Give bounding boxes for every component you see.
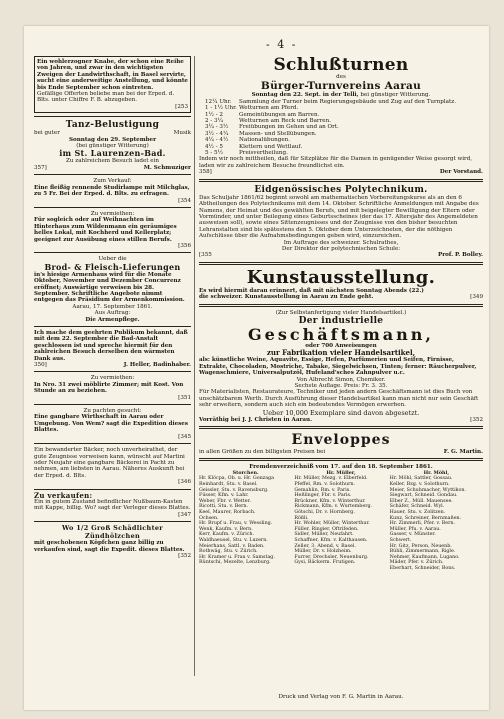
ad-book (199, 310, 483, 423)
schedule-time: 1½ - 2 (205, 111, 223, 118)
ad-envelopes-title: Enveloppes (291, 432, 391, 449)
ad-gymnastics-sig: Der Vorstand. (439, 169, 483, 176)
guest-list-entry: Gysi, Bäckerm. Frutigen. (294, 560, 356, 566)
schedule-time: 3½ - 4¼ (205, 130, 229, 137)
guest-list-entry: Reinhardt, Stu. v. Basel. (199, 482, 258, 488)
ad-sale-cabinet-num: [347 (178, 511, 191, 518)
ad-job-seeker (34, 56, 191, 113)
guest-list-entry: Furrer, Drechsler, Neuenburg. (294, 554, 369, 560)
ad-bread-meat-pre: Ueber die (98, 256, 127, 263)
guest-list-entry: Hauer, Stu. v. Zolitzen. (389, 510, 446, 515)
guest-list-entry: Gasser, v. Münster. (389, 532, 436, 538)
schedule-time: 1 - 1½ Uhr. (205, 105, 237, 112)
guest-list-entry: Rothwäg, Stu. v. Zürich. (199, 549, 258, 555)
ad-book-num: [352 (470, 416, 483, 423)
guest-list-col3-head: Hr. Möhl, (423, 469, 450, 476)
ad-rent-furnished-num: [351 (178, 394, 191, 401)
guest-list-entry: Müller, Pfu. v. Aarau. (389, 526, 441, 532)
guest-list-entry: Waldhaeusel, Stu. v. Luzern. (199, 537, 268, 543)
schedule-time: 4½ - 5 (205, 143, 223, 150)
ad-rent-room-num: [356 (178, 242, 191, 249)
ad-book-edition: Sechste Auflage. Preis: Fr. 3. 35. (294, 383, 388, 389)
ad-gymnastics-sub: des (336, 74, 346, 80)
ad-rent-room-text: Für sogleich oder auf Weihnachten im Hinterhaus zum Wildenmann ein geräumiges helles Lokal, mit Kochherd und Kellerplatz; geeignet zur Ausübung eines stillen Berufs. (34, 217, 177, 243)
ad-book-sub2: zur Fabrikation vieler Handelsartikel, (266, 348, 416, 358)
ad-bread-meat (34, 256, 191, 323)
ad-art-exhibition-text1b: nächsten Sonntag Abends (22.) (325, 287, 424, 294)
ad-dance-title: Tanz-Belustigung (65, 120, 160, 131)
guest-list-entry: Hr. Müller, Mezg. v. Elberfeld. (294, 476, 368, 482)
guest-list-entry: Sidler, Müller, Neufahrt. (294, 532, 354, 538)
guest-list-entry: Geissler, Stu. v. Ravensburg. (199, 487, 269, 493)
guest-list-entry: Rüntschi, Mezelte, Lenzburg. (199, 560, 271, 566)
ad-gymnastics-date-tail: bei günstiger Witterung. (360, 92, 431, 99)
ad-sale-cabinet-text: Ein in gutem Zustand befindlicher Nußbaum-Kasten mit Kappe, billig. Wo? sagt der Verleger dieses Blattes. (34, 498, 191, 512)
ad-book-title: Geschäftsmann, (247, 324, 434, 344)
schedule-activity: Freiübungen im Gehen und an Ort. (239, 124, 339, 131)
schedule-time: 5 - 5½ (205, 150, 223, 157)
guest-list-entry: Gemahlin, Rm. v. Paris. (294, 487, 351, 493)
ad-baker-num: [346 (178, 479, 191, 486)
ad-bread-meat-title: Brod- & Fleisch-Lieferungen (44, 261, 181, 272)
guest-list-col3 (390, 471, 483, 572)
ad-bread-meat-date: Aarau, 17. September 1861. (72, 303, 153, 310)
ad-gymnastics-date: Sonntag den 22. Sept. in der Telli, (251, 92, 359, 99)
left-column (34, 56, 191, 561)
ad-job-seeker-text2: Gefällige Offerten beliebe man bei der Erped. d. Blts. unter Chiffre F. B. abzugeben. (37, 91, 175, 104)
divider (199, 262, 483, 265)
ad-lease-tavern-title: Zu pachten gesucht: (83, 408, 142, 415)
guest-list-entry: Brückner, Kfm. v. Winterthur. (294, 498, 366, 504)
guest-list-entry: Kerr, Kaufm. v. Zürich. (199, 532, 255, 538)
guest-list-entry: Weber, Fbr. v. Wetter. (199, 498, 251, 504)
divider (34, 207, 191, 208)
guest-list-entry: Ricotti, Stu. v. Bern. (199, 504, 248, 510)
schedule-activity: Sammlung der Turner beim Regierungsgebäude und Zug auf den Turnplatz. (239, 98, 456, 105)
ad-baker (34, 447, 191, 485)
guest-list-entry: Zeller, 3. Abend, v. Basel. (294, 543, 356, 549)
guest-list-entry: Pfeffel, Rm. v. Solothurn. (294, 482, 356, 488)
divider (34, 252, 191, 253)
ad-dance-sig: M. Schmuziger (143, 164, 191, 171)
ad-matches-text: mit geschobenen Köpfchen ganz billig zu verkaufen sind, sagt die Expedit. dieses Blattes. (34, 540, 185, 553)
ad-matches-title: Wo 1/2 Groß Schädlichter Zündhölzchen (61, 524, 164, 540)
ad-rent-furnished (34, 375, 191, 401)
ad-sale-cabinet-title: Zu verkaufen: (34, 490, 93, 500)
guest-list-entry: Götschi, Dr. v. Hornberg. (294, 510, 355, 515)
guest-list-entry: Müller, Dr. v. Holzheim. (294, 549, 352, 555)
ad-gymnastics-note: Indem wir noch mittheilen, daß für Sitzplätze für die Damen in genügender Weise gesorgt wird, laden wir zu zahlreichem Besuche freundlichst ein. (199, 156, 473, 169)
divider (34, 326, 191, 327)
guest-list-entry: Hr. Klöcpa, Ob. u. Hr. Gonzaga (199, 476, 274, 482)
guest-list-entry: Füller, Ringier, Oftrifeden. (294, 526, 359, 532)
guest-list-entry: Siegwart, Schneid. Gondau. (389, 493, 458, 499)
divider (34, 443, 191, 444)
ad-book-sub: oder 700 Anweisungen (305, 342, 377, 349)
ad-dance-invite: Zu zahlreichem Besuch ladet ein (66, 158, 159, 165)
guest-list-entry: Keel, Maurer, Rorbach. (199, 510, 256, 515)
divider (199, 179, 483, 182)
divider (199, 458, 483, 461)
ad-dance-weather: (bei günstiger Witterung) (76, 143, 149, 150)
ad-sale-lamp-text: Eine fleißig rennende Studirlampe mit Milchglas, zu 5 Fr. Bei der Erped. d. Blts. zu erfragen. (34, 184, 190, 198)
guest-list-entry: Bühli, Zimmermann, Rigle. (389, 549, 456, 555)
ad-dance-num: 357] (34, 164, 47, 171)
ad-matches (34, 525, 191, 559)
schedule-activity: Nationalübungen. (239, 137, 291, 144)
divider (34, 371, 191, 372)
guest-list-entry: Meierhans, Sattl. v. Baden. (199, 543, 265, 549)
newspaper-page (24, 26, 489, 710)
guest-list-entry: Schwert. (389, 537, 412, 543)
ad-rent-room-title: Zu vermiethen: (90, 210, 135, 217)
ad-bread-meat-text: in's hiesige Armenhaus wird für die Monate Oktober, November und Dezember Concurrenz eröffnet; Auswärtige verweisen bis 28. September. Schriftliche Angebote nimmt entgegen das Präsidium der Armenkommission. (34, 271, 185, 304)
ad-book-text: als: künstliche Weine, Aquavite, Essige, Hefen, Parfümerien und Seifen, Firnisse, Extrakte, Chocoladen, Mostriche, Tabake, Siegelwichsen, Tinten; ferner: Räucherpulver, Wagenschmiere, Universalputzöl, Hufeland'sches Zahnpulver u.c. (199, 357, 477, 377)
guest-list-entry: Schaffner, Kfm. v. Kalthausen. (294, 537, 368, 543)
guest-list-col1 (199, 471, 292, 572)
ad-job-seeker-text: Ein wohlerzogner Knabe, der schon eine Reihe von Jahren, und zwar in den wichtigsten Zweigen der Landwirthschaft, in Basel servirte, sucht eine anderweitige Anstellung, und könnte bis Ende September schon eintreten. (37, 59, 188, 91)
ad-polytechnic-sign1: Im Auftrage des schweizer. Schulrathes, (283, 239, 399, 246)
divider (34, 174, 191, 175)
guest-list-col1-head: Storchen. (232, 469, 259, 476)
ad-art-exhibition (199, 268, 483, 301)
schedule-activity: Klettern und Wettlauf. (239, 143, 303, 150)
ad-book-text2: Für Materialisten, Restaurateure, Techniker und jeden andern Geschäftsmann ist dies Buch von unschätzbarem Werth. Durch Ausführung dieser Handelsartikel kann man nicht nur sein Geschäft sehr erweitern, sondern auch sich ein bedeutendes Vermögen erwerben. (199, 389, 479, 409)
ad-rent-furnished-text: In Nro. 31 zwei möblirte Zimmer; mit Kost. Von Stunde an zu beziehen. (34, 381, 184, 395)
guest-list-entry: Eberhart, Schneider, Bons. (389, 565, 456, 571)
ad-gymnastics (199, 56, 483, 176)
guest-list-entry: Hr. Wohler, Müller, Winterthur. (294, 521, 370, 527)
ad-lease-tavern (34, 408, 191, 440)
ad-envelopes-sig: F. G. Martin. (443, 449, 483, 456)
ad-bread-meat-title2: Aus Auftrag: (94, 310, 131, 317)
guest-list-entry: Keller, Bzg. v. Solothurn. (389, 482, 450, 488)
ad-dance (34, 120, 191, 171)
ad-polytechnic-text: Das Schuljahr 1861/62 beginnt sowohl am mathematischen Vorbereitungskurse als an den 6 Abtheilungen des Polytechnikums mit dem 14. Oktober. Schriftliche Anmeldungen mit Angabe des Namens, der Heimat und des gewählten Berufs, und mit beigelegter Bewilligung der Eltern oder Vormünder, und unter Beilegung eines Geburtsscheines (der das 17. Altersjahr des Angemeldeten ausweisen soll), sowie eines Sittenzeugnisses und der Zeugnisse von den bisher besuchten Lehranstalten sind bis spätestens den 5. Oktober dem Unterzeichneten, der die nöthigen Aufschlüsse über die Aufnahmsbedingungen geben wird, einzureichen. (199, 194, 479, 240)
schedule-activity: Wetturnen am Reck und Barren. (239, 118, 331, 125)
ad-sale-lamp (34, 178, 191, 204)
ad-sale-cabinet (34, 490, 191, 519)
schedule-time: 12¼ Uhr. (205, 98, 232, 105)
divider (34, 521, 191, 522)
guest-list-entry: Ochsen. (199, 515, 219, 521)
ad-polytechnic-sig: Prof. P. Bolley. (438, 252, 483, 259)
guest-list-entry: Wenk, Kaufm. v. Bern. (199, 526, 253, 532)
guest-list-entry: Kunz, Schreiner, Bernmaßen. (389, 515, 462, 521)
ad-polytechnic-sign2: Der Direktor der polytechnischen Schule: (281, 245, 401, 252)
page-number: - 4 - (266, 38, 298, 51)
guest-list-entry: Rickmann, Kfm. v. Wurtemberg. (294, 504, 373, 510)
guest-list-columns (199, 471, 483, 572)
guest-list-col2-head: Hr. Müller, (326, 469, 356, 476)
ad-art-exhibition-title: Kunstausstellung. (246, 266, 436, 288)
ad-book-sold: Vorräthig bei J. J. Christen in Aarau. (199, 416, 313, 423)
ad-polytechnic-title: Eidgenössisches Polytechnikum. (254, 184, 428, 195)
divider (34, 116, 191, 117)
ad-bath-closed-sig: J. Heller, Badinhaber. (123, 362, 191, 369)
guest-list-entry: Hr. Zimmerli, Pfer. v. Bern. (389, 521, 455, 527)
ad-bread-meat-sig: Die Armenpflege. (85, 316, 140, 323)
ad-book-pre: (Zur Selbstanfertigung vieler Handelsartikel.) (275, 309, 407, 316)
right-column (199, 56, 483, 574)
imprint: Druck und Verlag von F. G. Martin in Aarau. (278, 694, 404, 700)
ad-sale-lamp-num: [354 (178, 197, 191, 204)
ad-gymnastics-num: 358] (199, 169, 212, 176)
ad-baker-text: Ein bewanderter Bäcker, noch unverheirathet, der gute Zeugnisse vorweisen kann, wünscht auf Martini oder Neujahr eine gangbare Bäckerei in Pacht zu nehmen, am liebsten in Aarau. Näheres Auskunft bei der Erped. d. Blts. (34, 447, 185, 479)
ad-rent-room (34, 211, 191, 249)
guest-list-entry: Rößli. (294, 515, 309, 521)
ad-polytechnic (199, 185, 483, 259)
ad-polytechnic-num: [355 (199, 252, 212, 259)
ad-book-copies: Ueber 10,000 Exemplare sind davon abgesetzt. (262, 408, 420, 417)
ad-book-pre2: Der industrielle (298, 315, 384, 326)
schedule-activity: Wetturnen am Pferd. (239, 105, 299, 112)
guest-list-entry: Schäfer, Schneid. Wyl. (389, 504, 445, 510)
ad-art-exhibition-text1: Es wird hiermit daran erinnert, daß mit (199, 287, 326, 294)
ad-envelopes-text: in allen Größen zu den billigsten Preisen bei (199, 449, 326, 456)
guest-list-entry: Hr. Kramer u. Frau v. Samstag. (199, 554, 275, 560)
guest-list-entry: Elber Z., Müll. Mauensee. (389, 498, 453, 504)
divider (199, 304, 483, 307)
ad-dance-date: Sonntag den 29. September (68, 136, 157, 143)
guest-list (199, 464, 483, 571)
ad-dance-line1b: Musik (173, 130, 191, 137)
ad-bath-closed-text: Ich mache dem geehrten Publikum bekannt, daß mit dem 22. September die Bad-Anstalt geschlossen ist und spreche hiermit für den zahlreichen Besuch derselben den wärmsten Dank aus. (34, 330, 188, 362)
ad-gymnastics-title: Schlußturnen (273, 55, 409, 75)
divider (34, 489, 191, 490)
divider (199, 426, 483, 429)
guest-list-entry: Hr. Gitz, Person, Neuenb. (389, 543, 452, 549)
schedule-time: 4¼ - 4½ (205, 137, 229, 144)
schedule-activity: Massen- und Stellübungen. (239, 130, 317, 137)
ad-lease-tavern-text: Eine gangbare Wirthschaft in Aarau oder Umgebung. Von Wem? sagt die Expedition dieses Blattes. (34, 414, 188, 434)
ad-art-exhibition-text2: die schweizer. Kunstausstellung in Aarau zu Ende geht. (199, 294, 374, 301)
ad-envelopes (199, 432, 483, 455)
ad-dance-place: im St. Laurenzen-Bad. (59, 148, 166, 159)
ad-gymnastics-schedule (199, 99, 483, 157)
ad-art-exhibition-num: [349 (470, 294, 483, 301)
guest-list-title: Fremdenverzeichniß vom 17. auf den 18. September 1861. (249, 464, 433, 471)
schedule-time: 2 - 3¼ (205, 118, 223, 125)
ad-gymnastics-club: Bürger-Turnvereins Aarau (260, 80, 422, 93)
guest-list-entry: Meier, Schuhmacher, Wyttikon. (389, 487, 467, 493)
guest-list-entry: Füsser, Kfm. v. Lahr. (199, 493, 249, 499)
guest-list-entry: Heßlinger, Fbr. v. Paris. (294, 493, 352, 499)
ad-dance-line1: bei guter (34, 130, 60, 137)
column-divider (194, 56, 195, 676)
ad-book-author: Von Albrecht Simon, Chemiker. (296, 376, 386, 383)
schedule-time: 3¼ - 3½ (205, 124, 229, 131)
guest-list-entry: Hr. Brupf u. Frau, v. Wessling. (199, 521, 273, 527)
ad-lease-tavern-num: [345 (178, 433, 191, 440)
ad-bath-closed (34, 330, 191, 368)
divider (34, 404, 191, 405)
ad-matches-num: [352 (178, 552, 191, 559)
schedule-activity: Preisvertheilung. (239, 150, 288, 157)
ad-job-seeker-num: [253 (175, 103, 188, 110)
schedule-activity: Gemeinübungen am Barren. (239, 111, 320, 118)
ad-bath-closed-num: 350] (34, 362, 47, 369)
guest-list-col2 (294, 471, 387, 572)
guest-list-entry: Hr. Möhl, Sattler, Gossau. (389, 476, 453, 482)
ad-sale-lamp-title: Zum Verkauf: (93, 178, 132, 185)
ad-rent-furnished-title: Zu vermiethen: (90, 375, 135, 382)
guest-list-entry: Mäder, Pfer. v. Zürich. (389, 560, 444, 566)
guest-list-entry: Nehmer, Kaufmann, Lugano. (389, 554, 460, 560)
